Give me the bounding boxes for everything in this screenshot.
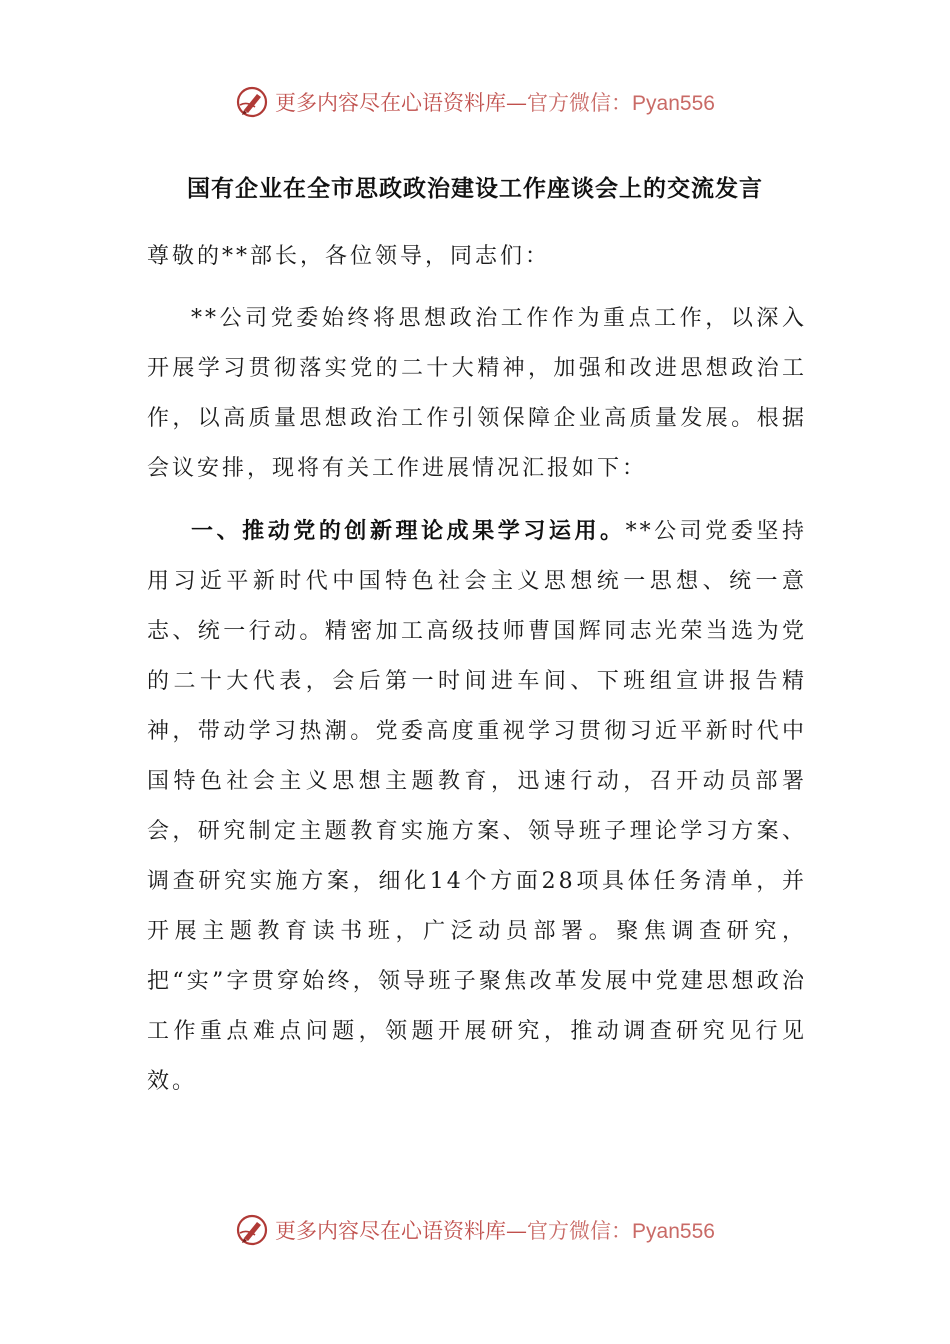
pen-logo-icon <box>235 1213 269 1247</box>
paragraph-section-1 <box>147 506 807 1107</box>
banner-text <box>275 1215 715 1245</box>
footer-banner <box>0 1208 950 1252</box>
section-text: **公司党委坚持用习近平新时代中国特色社会主义思想统一思想、统一意志、统一行动。精密加工高级技师曹国辉同志光荣当选为党的二十大代表，会后第一时间进车间、下班组宣讲报告精神，带动学习热潮。党委高度重视学习贯彻习近平新时代中国特色社会主义思想主题教育，迅速行动，召开动员部署会，研究制定主题教育实施方案、领导班子理论学习方案、调查研究实施方案，细化14个方面28项具体任务清单，并开展主题教育读书班，广泛动员部署。聚焦调查研究，把“实”字贯穿始终，领导班子聚焦改革发展中党建思想政治工作重点难点问题，领题开展研究，推动调查研究见行见效。 <box>147 519 807 1094</box>
paragraph-intro: **公司党委始终将思想政治工作作为重点工作，以深入开展学习贯彻落实党的二十大精神，加强和改进思想政治工作，以高质量思想政治工作引领保障企业高质量发展。根据会议安排，现将有关工作进展情况汇报如下： <box>147 306 807 481</box>
banner-separator: — <box>506 1219 528 1243</box>
banner-wechat-label: 官方微信： <box>527 91 633 115</box>
banner-account: Pyan556 <box>632 1220 715 1243</box>
banner-separator: — <box>506 91 528 115</box>
document-body <box>147 232 807 1107</box>
salutation: 尊敬的**部长，各位领导，同志们： <box>147 244 551 269</box>
banner-main-text: 更多内容尽在心语资料库 <box>275 91 507 115</box>
banner-main-text: 更多内容尽在心语资料库 <box>275 1219 507 1243</box>
banner-account: Pyan556 <box>632 92 715 115</box>
document-title: 国有企业在全市思政政治建设工作座谈会上的交流发言 <box>187 175 763 202</box>
section-heading: 一、推动党的创新理论成果学习运用。 <box>191 518 626 544</box>
banner-wechat-label: 官方微信： <box>527 1219 633 1243</box>
pen-logo-icon <box>235 85 269 119</box>
banner-text <box>275 87 715 117</box>
header-banner <box>0 80 950 124</box>
